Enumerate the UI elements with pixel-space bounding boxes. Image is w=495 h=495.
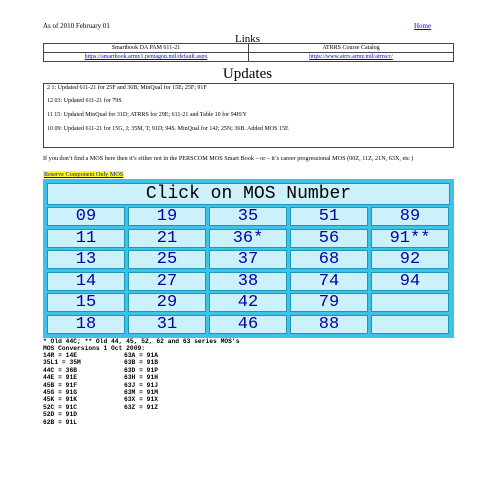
mos-cell-74[interactable]: 74 — [290, 272, 368, 291]
mos-cell-91[interactable]: 91** — [371, 229, 449, 248]
smartbook-title: Smartbook DA PAM 611-21 — [44, 44, 249, 53]
conversion-line: 45K = 91K — [43, 396, 78, 404]
conversion-line: 52C = 91C — [43, 403, 78, 411]
atrrs-link[interactable]: https://www.atrrs.army.mil/atrrscc/ — [309, 54, 393, 60]
conversion-line: 35L1 = 35M — [43, 359, 81, 367]
mos-cell-35[interactable]: 35 — [209, 207, 287, 226]
mos-cell-13[interactable]: 13 — [47, 250, 125, 269]
smartbook-link[interactable]: https://smartbook.army1.pentagon.mil/default.aspx — [84, 54, 208, 60]
conversion-line: 63D = 91P — [124, 366, 159, 374]
mos-cell-88[interactable]: 88 — [290, 315, 368, 334]
as-of-date: As of 2010 February 01 — [43, 22, 110, 30]
conversion-line: 52D = 91D — [43, 411, 78, 419]
mos-cell-21[interactable]: 21 — [128, 229, 206, 248]
conversion-line: 63X = 91X — [124, 396, 159, 404]
conversion-footnote: * Old 44C; ** Old 44, 45, 52, 62 and 63 series MOS's — [43, 338, 240, 345]
conversion-line: 62B = 91L — [43, 418, 78, 426]
mos-cell-36[interactable]: 36* — [209, 229, 287, 248]
conversion-line: 63B = 91B — [124, 359, 159, 367]
atrrs-title: ATRRS Course Catalog — [249, 44, 454, 53]
conversions-left-list — [43, 352, 81, 426]
update-item: 12 03: Updated 611-21 for 79S — [47, 98, 122, 104]
conversion-line: 63H = 91H — [124, 374, 159, 382]
mos-cell-11[interactable]: 11 — [47, 229, 125, 248]
mos-number-grid — [43, 179, 454, 338]
update-item: 10 09: Updated 611-21 for 15G, J; 35M, T; 91D; 94S. MinQual for 14J; 25N; 36B. Added MOS 15E — [47, 126, 289, 132]
mos-cell-27[interactable]: 27 — [128, 272, 206, 291]
conversions-right-list — [124, 352, 158, 411]
links-heading: Links — [234, 33, 261, 45]
links-table — [43, 43, 454, 62]
mos-cell-92[interactable]: 92 — [371, 250, 449, 269]
mos-cell-68[interactable]: 68 — [290, 250, 368, 269]
mos-cell-29[interactable]: 29 — [128, 293, 206, 312]
conversion-line: 45B = 91F — [43, 381, 78, 389]
mos-cell-14[interactable]: 14 — [47, 272, 125, 291]
home-link[interactable]: Home — [414, 22, 432, 30]
conversion-line: 44C = 36B — [43, 366, 78, 374]
grid-title: Click on MOS Number — [47, 183, 450, 205]
conversion-line: 63Z = 91Z — [124, 403, 159, 411]
mos-cell-42[interactable]: 42 — [209, 293, 287, 312]
mos-cell-25[interactable]: 25 — [128, 250, 206, 269]
conversion-line: 63A = 91A — [124, 352, 159, 359]
conversion-line: 63M = 91M — [124, 389, 159, 397]
mos-cell-15[interactable]: 15 — [47, 293, 125, 312]
mos-cell-51[interactable]: 51 — [290, 207, 368, 226]
mos-cell-56[interactable]: 56 — [290, 229, 368, 248]
mos-cell-09[interactable]: 09 — [47, 207, 125, 226]
atrrs-url-cell — [249, 53, 454, 62]
mos-cell-31[interactable]: 31 — [128, 315, 206, 334]
update-item: 11 15: Updated MinQual for 31D; ATRRS for 29E; 611-21 and Table 10 for 94H/Y — [47, 112, 248, 118]
mos-cell-empty — [371, 293, 449, 312]
conversion-line: 44E = 91E — [43, 374, 78, 382]
mos-cell-94[interactable]: 94 — [371, 272, 449, 291]
updates-box — [43, 83, 454, 148]
conversion-line: 63J = 91J — [124, 381, 159, 389]
mos-cell-18[interactable]: 18 — [47, 315, 125, 334]
mos-cell-19[interactable]: 19 — [128, 207, 206, 226]
update-item: 2 1: Updated 611-21 for 25F and 36B; MinQual for 15E; 25F; 91F — [47, 85, 207, 91]
not-found-note: If you don’t find a MOS here then it’s either not in the PERSCOM MOS Smart Book – or – it’s career progressional MOS (00Z, 11Z, 21N, 63X, etc ) — [43, 155, 414, 162]
mos-cell-79[interactable]: 79 — [290, 293, 368, 312]
mos-cell-46[interactable]: 46 — [209, 315, 287, 334]
mos-cell-38[interactable]: 38 — [209, 272, 287, 291]
links-title-row — [44, 44, 454, 53]
mos-cell-37[interactable]: 37 — [209, 250, 287, 269]
reserve-component-link[interactable]: Reserve Component Only MOS — [44, 171, 124, 178]
smartbook-url-cell — [44, 53, 249, 62]
conversion-line: 14R = 14E — [43, 352, 78, 359]
links-url-row — [44, 53, 454, 62]
mos-cell-89[interactable]: 89 — [371, 207, 449, 226]
conversion-line: 45G = 91G — [43, 389, 78, 397]
updates-heading: Updates — [222, 66, 273, 82]
mos-cell-empty — [371, 315, 449, 334]
conversions-title: MOS Conversions 1 Oct 2009: — [43, 345, 146, 352]
